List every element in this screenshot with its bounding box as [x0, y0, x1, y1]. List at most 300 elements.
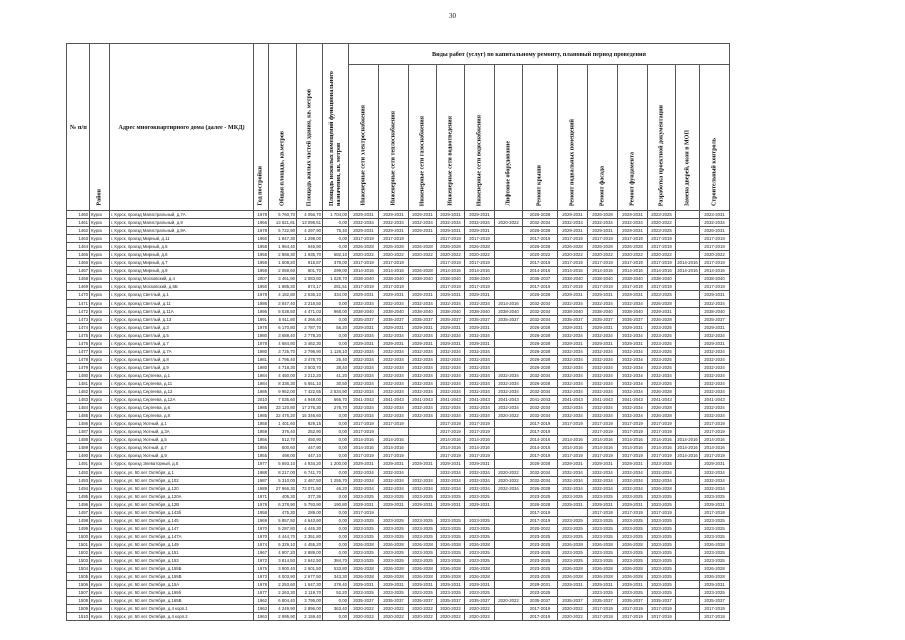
table-row	[67, 492, 730, 500]
row-nonliving-area: 75,40	[323, 227, 349, 235]
row-work-period: 2032-2034	[495, 371, 523, 379]
row-work-period: 2023-2025	[437, 557, 465, 565]
row-work-period	[409, 235, 437, 243]
row-number: 1475	[67, 331, 90, 339]
row-work-period	[676, 275, 700, 283]
row-work-period: 2017-2019	[700, 613, 730, 621]
row-year: 2007	[254, 275, 269, 283]
row-work-period	[676, 235, 700, 243]
row-nonliving-area: 363,40	[323, 605, 349, 613]
row-number: 1461	[67, 219, 90, 227]
row-work-period	[676, 243, 700, 251]
row-nonliving-area: 0,00	[323, 524, 349, 532]
row-work-period	[495, 420, 523, 428]
row-total-area: 2 868,30	[269, 251, 297, 259]
row-work-period: 2014-2016	[523, 444, 558, 452]
row-total-area: 3 847,40	[269, 299, 297, 307]
row-work-period	[676, 388, 700, 396]
row-work-period: 2014-2016	[465, 267, 495, 275]
row-living-area: 3 462,30	[297, 339, 323, 347]
row-work-period: 2029-2031	[437, 460, 465, 468]
row-work-period: 2038-2040	[558, 307, 588, 315]
row-nonliving-area: 25,40	[323, 355, 349, 363]
row-work-period: 2023-2025	[379, 557, 409, 565]
row-work-period: 2029-2031	[465, 581, 495, 589]
row-work-period: 2023-2025	[523, 532, 558, 540]
row-work-period	[676, 428, 700, 436]
row-address: г. Курск, проезд Светлый, д.11	[110, 299, 254, 307]
row-work-period: 2029-2031	[409, 460, 437, 468]
row-work-period: 2032-2034	[465, 331, 495, 339]
row-number: 1474	[67, 323, 90, 331]
row-work-period: 2032-2034	[409, 299, 437, 307]
row-work-period	[676, 508, 700, 516]
row-work-period: 2032-2034	[379, 404, 409, 412]
table-row	[67, 484, 730, 492]
row-work-period: 2017-2019	[700, 508, 730, 516]
row-address: г. Курск, проезд Сергеева, д.12	[110, 388, 254, 396]
row-number: 1463	[67, 235, 90, 243]
row-total-area: 2 995,90	[269, 613, 297, 621]
row-work-period: 2020-2022	[409, 605, 437, 613]
row-district: Курск	[90, 211, 110, 219]
row-total-area: 3 688,40	[269, 331, 297, 339]
row-number: 1499	[67, 524, 90, 532]
row-number: 1494	[67, 484, 90, 492]
row-living-area: 4 266,40	[297, 315, 323, 323]
row-work-period: 2032-2034	[588, 299, 618, 307]
row-work-period: 2029-2031	[618, 339, 648, 347]
row-total-area: 6 170,80	[269, 323, 297, 331]
row-work-period	[676, 597, 700, 605]
row-address: г. Курск, проезд Уютный, д.7	[110, 444, 254, 452]
table-row	[67, 548, 730, 556]
repair-schedule-table	[66, 43, 730, 621]
row-work-period: 2017-2019	[618, 283, 648, 291]
row-year: 1958	[254, 420, 269, 428]
row-work-period	[495, 428, 523, 436]
row-total-area: 3 814,50	[269, 557, 297, 565]
row-district: Курск	[90, 243, 110, 251]
row-work-period: 2032-2034	[409, 412, 437, 420]
row-work-period: 2032-2034	[618, 404, 648, 412]
row-work-period: 2035-2037	[349, 315, 379, 323]
row-work-period: 2032-2034	[409, 331, 437, 339]
row-total-area: 5 857,50	[269, 516, 297, 524]
table-row	[67, 436, 730, 444]
row-year: 1960	[254, 235, 269, 243]
row-work-period: 2023-2025	[558, 524, 588, 532]
header-living-area: Площадь жилых частей здания, кв. метров	[297, 44, 323, 211]
row-work-period: 2023-2025	[523, 540, 558, 548]
row-work-period: 2032-2034	[379, 379, 409, 387]
row-work-period	[495, 540, 523, 548]
row-work-period: 2026-2028	[523, 379, 558, 387]
row-work-period: 2029-2031	[349, 581, 379, 589]
row-work-period: 2032-2034	[558, 412, 588, 420]
row-work-period: 2014-2016	[677, 437, 698, 443]
row-year: 1958	[254, 251, 269, 259]
row-work-period: 2032-2034	[379, 388, 409, 396]
row-work-period: 2014-2016	[677, 453, 698, 459]
header-district: Район	[90, 44, 110, 211]
row-district: Курск	[90, 363, 110, 371]
row-district: Курск	[90, 484, 110, 492]
row-work-period: 2020-2022	[558, 605, 588, 613]
row-living-area: 874,17	[297, 283, 323, 291]
row-address: г. Курск, ул. 50 лет Октября, д.147А	[110, 532, 254, 540]
row-work-period: 2038-2040	[437, 307, 465, 315]
row-work-period: 2026-2028	[588, 211, 618, 219]
row-work-period: 2023-2025	[588, 492, 618, 500]
row-work-period: 2029-2031	[437, 211, 465, 219]
row-nonliving-area: 682,10	[323, 251, 349, 259]
row-work-period	[379, 508, 409, 516]
row-nonliving-area: 41,20	[323, 371, 349, 379]
row-living-area: 3 212,20	[297, 371, 323, 379]
row-work-period: 2017-2019	[588, 283, 618, 291]
row-number: 1466	[67, 259, 90, 267]
row-work-period: 2026-2028	[648, 388, 676, 396]
row-address: г. Курск, проезд Мирный, д.7	[110, 259, 254, 267]
row-year: 1958	[254, 243, 269, 251]
row-work-period: 2014-2016	[349, 444, 379, 452]
row-number: 1469	[67, 283, 90, 291]
row-address: г. Курск, ул. 50 лет Октября, д.147	[110, 524, 254, 532]
row-work-period: 2041-2043	[588, 396, 618, 404]
row-district: Курск	[90, 573, 110, 581]
row-living-area: 929,15	[297, 420, 323, 428]
row-work-period: 2026-2028	[523, 331, 558, 339]
row-living-area: 946,90	[297, 243, 323, 251]
row-address: г. Курск, проезд Магистральный, д.7А	[110, 211, 254, 219]
row-work-period	[676, 516, 700, 524]
row-living-area: 289,00	[297, 508, 323, 516]
row-work-period	[676, 468, 700, 476]
row-work-period	[495, 347, 523, 355]
row-work-period: 2032-2034	[437, 363, 465, 371]
row-work-period: 2041-2043	[349, 396, 379, 404]
row-year: 1991	[254, 315, 269, 323]
row-work-period: 2029-2031	[618, 500, 648, 508]
row-address: г. Курск, ул. 50 лет Октября, д.153	[110, 557, 254, 565]
row-work-period: 2035-2037	[409, 315, 437, 323]
row-total-area: 405,30	[269, 492, 297, 500]
row-nonliving-area: 0,00	[323, 331, 349, 339]
row-work-period: 2014-2016	[379, 444, 409, 452]
row-work-period: 2014-2016	[437, 436, 465, 444]
row-nonliving-area: 190,80	[323, 500, 349, 508]
row-work-period: 2023-2025	[349, 589, 379, 597]
row-nonliving-area: 56,20	[323, 323, 349, 331]
row-work-period: 2023-2025	[648, 211, 676, 219]
row-work-period: 2032-2034	[495, 404, 523, 412]
row-work-period: 2014-2016	[558, 267, 588, 275]
row-number: 1510	[67, 613, 90, 621]
row-work-period	[465, 508, 495, 516]
row-work-period: 2020-2022	[465, 613, 495, 621]
row-work-period: 2017-2019	[523, 283, 558, 291]
row-year: 1959	[254, 267, 269, 275]
row-district: Курск	[90, 323, 110, 331]
row-work-period: 2026-2028	[523, 339, 558, 347]
row-work-period: 2017-2019	[648, 283, 676, 291]
row-work-period: 2032-2034	[409, 363, 437, 371]
row-work-period: 2023-2025	[700, 557, 730, 565]
row-work-period: 2026-2028	[349, 565, 379, 573]
row-work-period	[495, 532, 523, 540]
row-work-period	[495, 323, 523, 331]
row-work-period: 2029-2031	[437, 227, 465, 235]
row-work-period	[409, 283, 437, 291]
row-address: г. Курск, проезд Светлый, д.3	[110, 323, 254, 331]
row-work-period: 2023-2025	[700, 532, 730, 540]
row-work-period: 2023-2025	[618, 524, 648, 532]
row-living-area: 1 298,00	[297, 235, 323, 243]
row-number: 1505	[67, 573, 90, 581]
row-district: Курск	[90, 460, 110, 468]
row-work-period: 2032-2034	[349, 331, 379, 339]
row-year: 1975	[254, 565, 269, 573]
row-work-period: 2023-2025	[349, 524, 379, 532]
row-work-period: 2029-2031	[465, 339, 495, 347]
row-work-period: 2032-2034	[349, 355, 379, 363]
row-work-period: 2035-2037	[588, 597, 618, 605]
row-work-period	[676, 589, 700, 597]
row-nonliving-area: 0,00	[323, 235, 349, 243]
row-address: г. Курск, проезд Магистральный, д.9	[110, 219, 254, 227]
row-living-area: 4 471,03	[297, 307, 323, 315]
row-work-period: 2023-2025	[700, 589, 730, 597]
row-work-period: 2023-2025	[648, 339, 676, 347]
row-nonliving-area: 0,00	[323, 243, 349, 251]
row-work-period	[495, 243, 523, 251]
row-work-period: 2017-2019	[558, 452, 588, 460]
row-work-period: 2026-2028	[523, 243, 558, 251]
row-work-period: 2014-2016	[677, 445, 698, 451]
row-year: 1977	[254, 589, 269, 597]
row-number: 1481	[67, 379, 90, 387]
row-work-period: 2032-2034	[379, 468, 409, 476]
row-work-period: 2023-2025	[523, 492, 558, 500]
row-work-period: 2020-2022	[465, 605, 495, 613]
row-work-period: 2023-2025	[618, 492, 648, 500]
table-row	[67, 468, 730, 476]
row-work-period: 2032-2034	[588, 379, 618, 387]
row-year: 1956	[254, 436, 269, 444]
row-work-period: 2029-2031	[349, 323, 379, 331]
row-work-period	[495, 259, 523, 267]
row-district: Курск	[90, 548, 110, 556]
row-work-period	[676, 492, 700, 500]
row-district: Курск	[90, 396, 110, 404]
row-work-period	[495, 516, 523, 524]
row-work-period: 2020-2022	[379, 613, 409, 621]
row-work-period: 2032-2034	[437, 219, 465, 227]
row-total-area: 5 297,80	[269, 524, 297, 532]
row-work-period: 2023-2025	[648, 540, 676, 548]
row-total-area: 500,60	[269, 444, 297, 452]
row-work-period	[495, 548, 523, 556]
header-work-5: Инженерные сети водоснабжения	[465, 65, 495, 211]
row-address: г. Курск, ул. 50 лет Октября, д.155Б	[110, 565, 254, 573]
row-work-period: 2032-2034	[588, 331, 618, 339]
row-total-area: 8 336,30	[269, 379, 297, 387]
row-work-period: 2032-2034	[588, 347, 618, 355]
row-work-period: 2032-2034	[558, 299, 588, 307]
table-row	[67, 275, 730, 283]
row-work-period: 2032-2034	[588, 355, 618, 363]
row-work-period: 2023-2025	[588, 524, 618, 532]
row-work-period: 2017-2019	[588, 235, 618, 243]
row-work-period: 2017-2019	[349, 452, 379, 460]
row-total-area: 4 249,90	[269, 605, 297, 613]
row-number: 1490	[67, 452, 90, 460]
row-work-period: 2026-2028	[523, 500, 558, 508]
row-district: Курск	[90, 597, 110, 605]
row-total-area: 2 253,60	[269, 581, 297, 589]
row-work-period: 2014-2016	[648, 436, 676, 444]
row-work-period: 2029-2031	[588, 291, 618, 299]
row-work-period: 2032-2034	[465, 404, 495, 412]
table-row	[67, 516, 730, 524]
row-work-period: 2041-2043	[495, 396, 523, 404]
row-work-period: 2029-2031	[437, 323, 465, 331]
row-work-period: 2023-2025	[648, 581, 676, 589]
row-number: 1486	[67, 420, 90, 428]
row-work-period: 2032-2034	[700, 468, 730, 476]
row-work-period: 2035-2037	[700, 597, 730, 605]
row-nonliving-area: 0,00	[323, 444, 349, 452]
row-work-period: 2032-2034	[588, 412, 618, 420]
row-total-area: 8 217,00	[269, 468, 297, 476]
row-work-period: 2017-2019	[349, 508, 379, 516]
row-work-period: 2020-2022	[523, 524, 558, 532]
row-work-period: 2014-2016	[588, 267, 618, 275]
row-district: Курск	[90, 339, 110, 347]
row-work-period: 2035-2037	[379, 315, 409, 323]
row-work-period: 2017-2019	[379, 283, 409, 291]
row-work-period: 2032-2034	[409, 347, 437, 355]
row-nonliving-area: 0,00	[323, 492, 349, 500]
row-work-period	[558, 508, 588, 516]
row-work-period	[495, 275, 523, 283]
row-nonliving-area: 378,00	[323, 259, 349, 267]
row-work-period: 2026-2028	[437, 243, 465, 251]
row-work-period: 2029-2031	[409, 500, 437, 508]
row-nonliving-area: 0,00	[323, 548, 349, 556]
row-work-period: 2038-2040	[618, 275, 648, 283]
row-work-period: 2026-2028	[523, 291, 558, 299]
row-work-period: 2029-2031	[588, 323, 618, 331]
row-number: 1504	[67, 565, 90, 573]
row-work-period: 2023-2025	[648, 557, 676, 565]
row-work-period: 2017-2019	[700, 428, 730, 436]
row-work-period: 2020-2022	[558, 251, 588, 259]
row-nonliving-area: 1 200,00	[323, 460, 349, 468]
row-address: г. Курск, ул. 50 лет Октября, д.12В	[110, 500, 254, 508]
row-district: Курск	[90, 500, 110, 508]
row-work-period: 2026-2028	[523, 323, 558, 331]
row-address: г. Курск, проезд Светлый, д.11А	[110, 307, 254, 315]
row-work-period	[495, 267, 523, 275]
row-living-area: 3 478,70	[297, 355, 323, 363]
row-work-period: 2017-2019	[349, 235, 379, 243]
row-work-period: 2032-2034	[700, 371, 730, 379]
row-total-area: 6 804,40	[269, 597, 297, 605]
row-total-area: 3 900,40	[269, 565, 297, 573]
row-district: Курск	[90, 613, 110, 621]
row-work-period: 2020-2022	[700, 251, 730, 259]
row-work-period: 2032-2034	[349, 484, 379, 492]
row-nonliving-area: 0,00	[323, 613, 349, 621]
row-year: 1980	[254, 331, 269, 339]
row-work-period: 2029-2031	[409, 291, 437, 299]
row-work-period: 2032-2034	[349, 347, 379, 355]
row-work-period: 2017-2019	[523, 452, 558, 460]
row-work-period: 2023-2025	[558, 532, 588, 540]
table-row	[67, 379, 730, 387]
row-number: 1502	[67, 548, 90, 556]
row-address: г. Курск, ул. 50 лет Октября, д.143б	[110, 508, 254, 516]
row-work-period	[409, 428, 437, 436]
row-work-period: 2020-2022	[618, 251, 648, 259]
row-work-period: 2023-2025	[437, 532, 465, 540]
row-living-area: 3 795,00	[297, 597, 323, 605]
row-work-period: 2038-2040	[700, 275, 730, 283]
row-work-period: 2041-2043	[700, 396, 730, 404]
row-living-area: 2 787,70	[297, 323, 323, 331]
row-living-area: 4 455,20	[297, 540, 323, 548]
row-year: 1980	[254, 363, 269, 371]
row-living-area: 3 218,50	[297, 299, 323, 307]
row-work-period: 2032-2034	[558, 331, 588, 339]
row-work-period: 2029-2031	[700, 323, 730, 331]
row-work-period: 2035-2037	[588, 315, 618, 323]
row-living-area: 377,36	[297, 492, 323, 500]
row-work-period: 2026-2028	[618, 540, 648, 548]
row-total-area: 1 847,30	[269, 235, 297, 243]
row-work-period: 2032-2034	[465, 388, 495, 396]
row-work-period: 2017-2019	[588, 428, 618, 436]
row-work-period: 2038-2040	[700, 307, 730, 315]
row-work-period: 2032-2034	[700, 476, 730, 484]
row-number: 1483	[67, 396, 90, 404]
row-work-period: 2023-2025	[349, 548, 379, 556]
header-works-group: Виды работ (услуг) по капитальному ремонту, плановый период проведения	[349, 44, 730, 65]
row-work-period: 2032-2034	[700, 404, 730, 412]
row-work-period: 2026-2028	[349, 243, 379, 251]
row-work-period: 2032-2034	[437, 379, 465, 387]
row-work-period: 2032-2034	[465, 363, 495, 371]
row-work-period: 2032-2034	[349, 476, 379, 484]
row-work-period	[676, 331, 700, 339]
row-work-period: 2029-2031	[409, 339, 437, 347]
row-work-period: 2014-2016	[558, 444, 588, 452]
table-row	[67, 605, 730, 613]
table-row	[67, 331, 730, 339]
row-work-period: 2014-2016	[677, 260, 698, 266]
row-work-period: 2032-2034	[648, 476, 676, 484]
row-work-period: 2035-2037	[618, 315, 648, 323]
header-work-13: Строительный контроль	[700, 65, 730, 211]
row-work-period: 2041-2043	[409, 396, 437, 404]
row-district: Курск	[90, 275, 110, 283]
row-work-period: 2038-2040	[588, 275, 618, 283]
row-work-period: 2026-2028	[588, 540, 618, 548]
row-total-area: 9 952,00	[269, 388, 297, 396]
row-work-period	[495, 565, 523, 573]
